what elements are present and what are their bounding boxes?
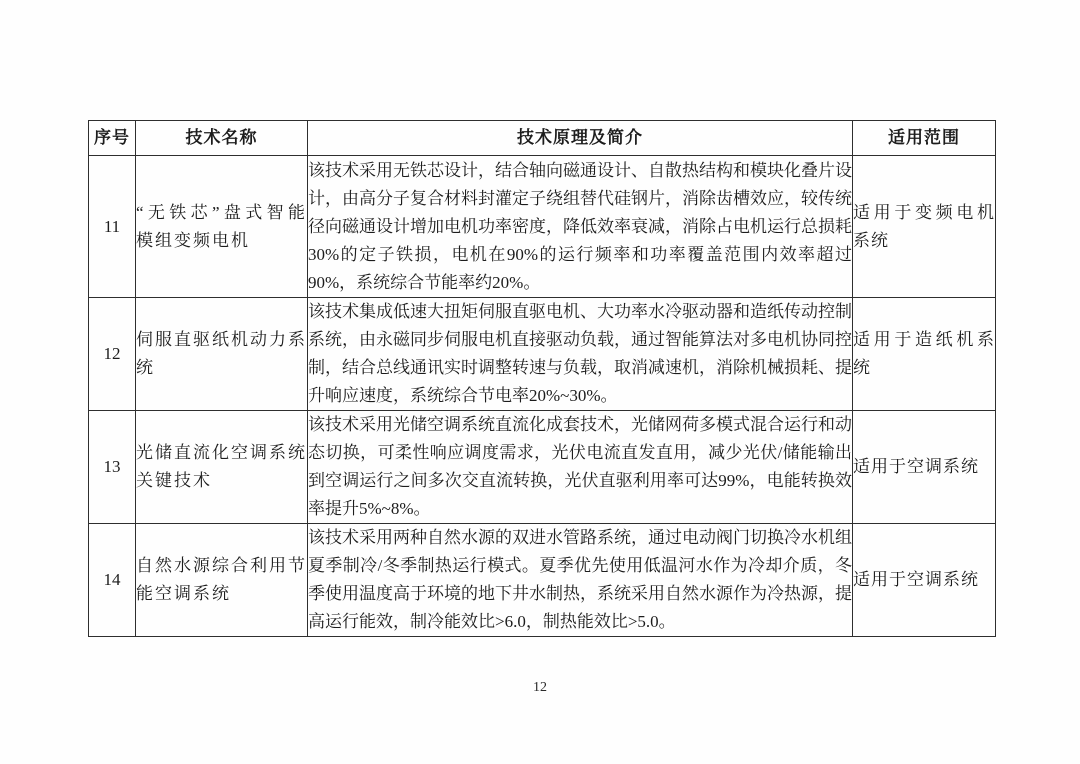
row-technology-name: 自然水源综合利用节能空调系统 [136, 524, 308, 637]
row-principle-text: 该技术采用两种自然水源的双进水管路系统，通过电动阀门切换冷水机组夏季制冷/冬季制热运行模式。夏季优先使用低温河水作为冷却介质，冬季使用温度高于环境的地下井水制热，系统采用自然水源作为冷热源，提高运行能效，制冷能效比>6.0，制热能效比>5.0。 [308, 524, 853, 637]
row-serial-number: 13 [89, 411, 136, 524]
table-header-row [89, 121, 996, 156]
table-row [89, 298, 996, 411]
header-serial-number: 序号 [89, 121, 136, 156]
row-principle-text: 该技术采用无铁芯设计，结合轴向磁通设计、自散热结构和模块化叠片设计，由高分子复合材料封灌定子绕组替代硅钢片，消除齿槽效应，较传统径向磁通设计增加电机功率密度，降低效率衰减，消除占电机运行总损耗30%的定子铁损，电机在90%的运行频率和功率覆盖范围内效率超过90%，系统综合节能率约20%。 [308, 156, 853, 298]
row-principle-text: 该技术集成低速大扭矩伺服直驱电机、大功率水冷驱动器和造纸传动控制系统，由永磁同步伺服电机直接驱动负载，通过智能算法对多电机协同控制，结合总线通讯实时调整转速与负载，取消减速机，消除机械损耗、提升响应速度，系统综合节电率20%~30%。 [308, 298, 853, 411]
row-scope-text: 适用于空调系统 [853, 524, 996, 637]
header-technology-name: 技术名称 [136, 121, 308, 156]
row-scope-text: 适用于造纸机系统 [853, 298, 996, 411]
row-scope-text: 适用于变频电机系统 [853, 156, 996, 298]
table-row [89, 524, 996, 637]
row-serial-number: 14 [89, 524, 136, 637]
header-principle: 技术原理及简介 [308, 121, 853, 156]
row-principle-text: 该技术采用光储空调系统直流化成套技术，光储网荷多模式混合运行和动态切换，可柔性响应调度需求，光伏电流直发直用，减少光伏/储能输出到空调运行之间多次交直流转换，光伏直驱利用率可达99%，电能转换效率提升5%~8%。 [308, 411, 853, 524]
row-technology-name: “无铁芯”盘式智能模组变频电机 [136, 156, 308, 298]
header-scope: 适用范围 [853, 121, 996, 156]
row-serial-number: 11 [89, 156, 136, 298]
row-serial-number: 12 [89, 298, 136, 411]
row-scope-text: 适用于空调系统 [853, 411, 996, 524]
row-technology-name: 伺服直驱纸机动力系统 [136, 298, 308, 411]
table-row [89, 411, 996, 524]
table-row [89, 156, 996, 298]
technology-table [88, 120, 996, 637]
row-technology-name: 光储直流化空调系统关键技术 [136, 411, 308, 524]
page-number: 12 [533, 680, 547, 695]
